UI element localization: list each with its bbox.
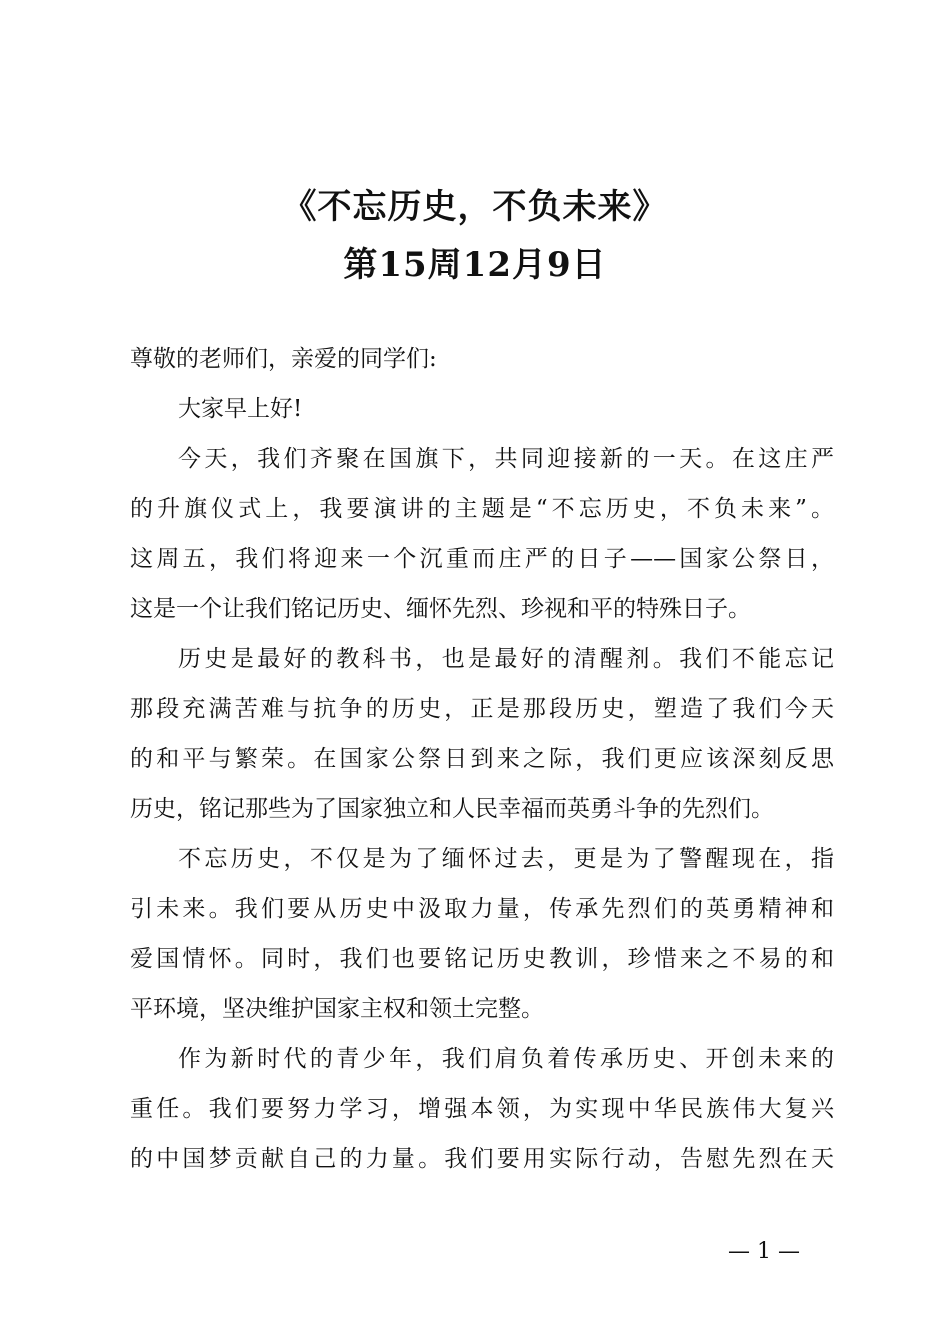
- salutation: 尊敬的老师们，亲爱的同学们:: [130, 346, 437, 372]
- paragraph-4-line-2: 引未来。我们要从历史中汲取力量，传承先烈们的英勇精神和: [130, 896, 834, 922]
- paragraph-2-line-3: 这周五，我们将迎来一个沉重而庄严的日子——国家公祭日，: [130, 546, 834, 572]
- paragraph-4-line-3: 爱国情怀。同时，我们也要铭记历史教训，珍惜来之不易的和: [130, 946, 834, 972]
- paragraph-1-line-1: 大家早上好!: [178, 396, 303, 422]
- paragraph-5-line-3: 的中国梦贡献自己的力量。我们要用实际行动，告慰先烈在天: [130, 1146, 834, 1172]
- document-subtitle: 第15周12月9日: [343, 245, 607, 285]
- paragraph-3-line-4: 历史，铭记那些为了国家独立和人民幸福而英勇斗争的先烈们。: [130, 796, 774, 822]
- paragraph-3-line-2: 那段充满苦难与抗争的历史，正是那段历史，塑造了我们今天: [130, 696, 834, 722]
- title-block: [0, 178, 950, 294]
- page-number: — 1 —: [728, 1239, 800, 1264]
- paragraph-2-line-1: 今天，我们齐聚在国旗下，共同迎接新的一天。在这庄严: [178, 446, 834, 472]
- paragraph-2-line-2: 的升旗仪式上，我要演讲的主题是“不忘历史，不负未来”。: [130, 496, 834, 522]
- paragraph-3-line-3: 的和平与繁荣。在国家公祭日到来之际，我们更应该深刻反思: [130, 746, 834, 772]
- paragraph-5-line-2: 重任。我们要努力学习，增强本领，为实现中华民族伟大复兴: [130, 1096, 834, 1122]
- paragraph-2-line-4: 这是一个让我们铭记历史、缅怀先烈、珍视和平的特殊日子。: [130, 596, 751, 622]
- speech-body: [130, 334, 834, 1184]
- paragraph-3-line-1: 历史是最好的教科书，也是最好的清醒剂。我们不能忘记: [178, 646, 834, 672]
- document-title: 《不忘历史，不负未来》: [282, 187, 668, 227]
- paragraph-4-line-1: 不忘历史，不仅是为了缅怀过去，更是为了警醒现在，指: [178, 846, 834, 872]
- paragraph-5-line-1: 作为新时代的青少年，我们肩负着传承历史、开创未来的: [178, 1046, 834, 1072]
- paragraph-4-line-4: 平环境，坚决维护国家主权和领土完整。: [130, 996, 544, 1022]
